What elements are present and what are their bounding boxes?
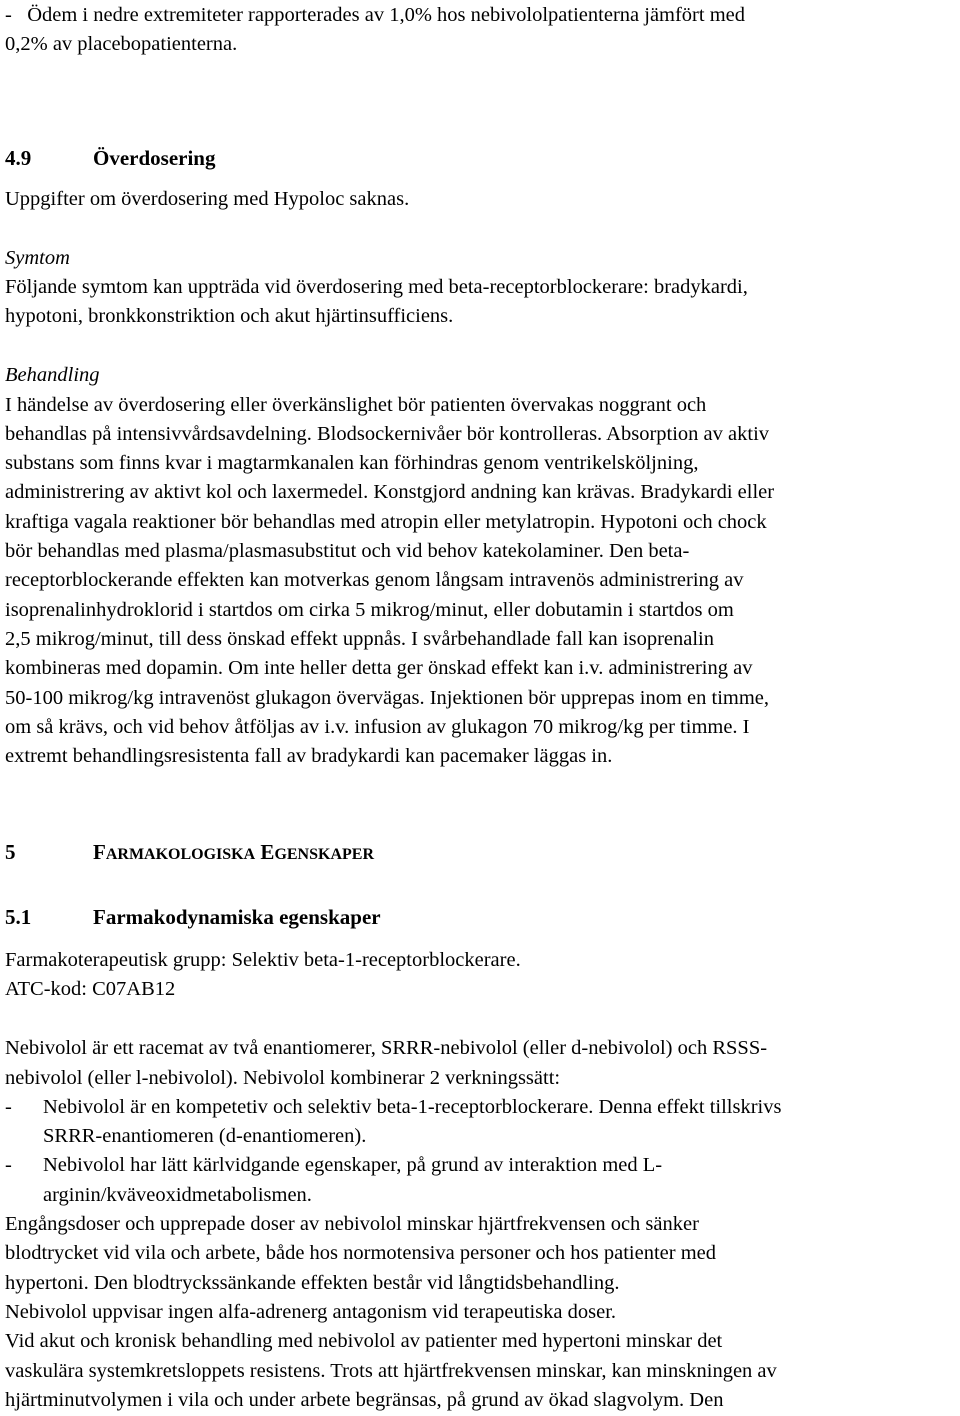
text-line: Uppgifter om överdosering med Hypoloc saknas. [5, 188, 410, 210]
text-line: hjärtminutvolymen i vila och under arbete begränsas, på grund av ökad slagvolym. Den [5, 1389, 724, 1411]
text-line: om så krävs, och vid behov åtföljas av i.v. infusion av glukagon 70 mikrog/kg per timme. I [5, 716, 750, 738]
section-heading-5-1 [5, 907, 381, 928]
text-line: kombineras med dopamin. Om inte heller detta ger önskad effekt kan i.v. administrering av [5, 657, 753, 679]
section-number: 4.9 [5, 146, 32, 170]
text-line: I händelse av överdosering eller överkänslighet bör patienten övervakas noggrant och [5, 394, 707, 416]
section-number: 5.1 [5, 905, 32, 929]
subheading-behandling: Behandling [5, 364, 100, 386]
section-heading-5 [5, 842, 374, 863]
section-number: 5 [5, 840, 16, 864]
text-line: behandlas på intensivvårdsavdelning. Blodsockernivåer bör kontrolleras. Absorption av aktiv [5, 423, 770, 445]
section-title-cap: E [260, 840, 275, 864]
section-heading-4-9 [5, 148, 215, 169]
text-line: bör behandlas med plasma/plasmasubstitut och vid behov katekolaminer. Den beta- [5, 540, 690, 562]
text-line: receptorblockerande effekten kan motverkas genom långsam intravenös administrering av [5, 569, 744, 591]
text-line: Nebivolol uppvisar ingen alfa-adrenerg antagonism vid terapeutiska doser. [5, 1301, 617, 1323]
section-title: Farmakodynamiska egenskaper [93, 905, 381, 929]
text-line: arginin/kväveoxidmetabolismen. [43, 1184, 312, 1206]
text-line: hypotoni, bronkkonstriktion och akut hjärtinsufficiens. [5, 305, 454, 327]
list-item-text: Nebivolol är en kompetetiv och selektiv beta-1-receptorblockerare. Denna effekt tillskrivs [43, 1096, 782, 1118]
section-title-small: GENSKAPER [274, 846, 375, 863]
list-item-text: Nebivolol har lätt kärlvidgande egenskaper, på grund av interaktion med L- [43, 1154, 663, 1176]
text-line: hypertoni. Den blodtryckssänkande effekten består vid långtidsbehandling. [5, 1272, 620, 1294]
section-title-cap: F [93, 840, 106, 864]
text-line: kraftiga vagala reaktioner bör behandlas med atropin eller metylatropin. Hypotoni och chock [5, 511, 767, 533]
text-line: 0,2% av placebopatienterna. [5, 33, 238, 55]
text-line: vaskulära systemkretsloppets resistens. Trots att hjärtfrekvensen minskar, kan minskningen av [5, 1360, 777, 1382]
text-line: Farmakoterapeutisk grupp: Selektiv beta-1-receptorblockerare. [5, 949, 521, 971]
text-line: blodtrycket vid vila och arbete, både hos normotensiva personer och hos patienter med [5, 1242, 717, 1264]
text-line: 50-100 mikrog/kg intravenöst glukagon övervägas. Injektionen bör upprepas inom en timme, [5, 687, 770, 709]
subheading-symtom: Symtom [5, 247, 70, 269]
bullet-dash: - [5, 1154, 12, 1176]
section-title: Överdosering [93, 146, 216, 170]
section-title-small: ARMAKOLOGISKA [105, 846, 256, 863]
text-line: ATC-kod: C07AB12 [5, 978, 176, 1000]
list-item [5, 1097, 781, 1118]
text-line: nebivolol (eller l-nebivolol). Nebivolol kombinerar 2 verkningssätt: [5, 1067, 561, 1089]
text-line: administrering av aktivt kol och laxermedel. Konstgjord andning kan krävas. Bradykardi eller [5, 481, 775, 503]
text-line: substans som finns kvar i magtarmkanalen kan förhindras genom ventrikelsköljning, [5, 452, 699, 474]
bullet-dash: - [5, 1096, 12, 1118]
text-line: Nebivolol är ett racemat av två enantiomerer, SRRR-nebivolol (eller d-nebivolol) och RSSS- [5, 1037, 768, 1059]
text-line: Följande symtom kan uppträda vid överdosering med beta-receptorblockerare: bradykardi, [5, 276, 748, 298]
text-line: Engångsdoser och upprepade doser av nebivolol minskar hjärtfrekvensen och sänker [5, 1213, 699, 1235]
text-line: SRRR-enantiomeren (d-enantiomeren). [43, 1125, 367, 1147]
text-line: Vid akut och kronisk behandling med nebivolol av patienter med hypertoni minskar det [5, 1330, 723, 1352]
text-line: - Ödem i nedre extremiteter rapporterades av 1,0% hos nebivololpatienterna jämfört med [5, 4, 746, 26]
text-line: isoprenalinhydroklorid i startdos om cirka 5 mikrog/minut, eller dobutamin i startdos om [5, 599, 734, 621]
text-line: 2,5 mikrog/minut, till dess önskad effekt uppnås. I svårbehandlade fall kan isoprenalin [5, 628, 714, 650]
list-item [5, 1155, 662, 1176]
text-line: extremt behandlingsresistenta fall av bradykardi kan pacemaker läggas in. [5, 745, 613, 767]
